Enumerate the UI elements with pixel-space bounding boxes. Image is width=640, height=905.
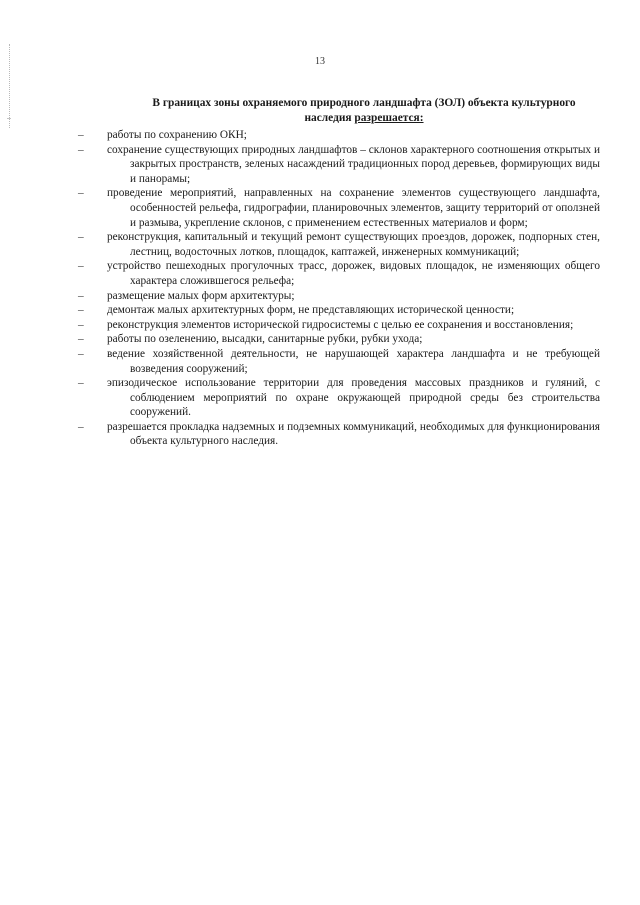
dash-bullet: – [78, 143, 84, 156]
list-item [78, 420, 600, 449]
list-item [78, 259, 600, 288]
list-item [78, 332, 600, 347]
list-item [78, 303, 600, 318]
list-item [78, 289, 600, 304]
list-item-text: реконструкция, капитальный и текущий ремонт существующих проездов, дорожек, подпорных стен, лестниц, водосточных лотков, площадок, каптажей, инженерных коммуникаций; [107, 231, 600, 258]
heading-line-1: В границах зоны охраняемого природного ландшафта (ЗОЛ) объекта культурного [152, 97, 576, 109]
dash-bullet: – [78, 304, 84, 317]
list-item [78, 186, 600, 230]
heading-emphasis-allowed: разрешается: [354, 112, 424, 124]
dash-bullet: – [78, 347, 84, 360]
list-item-text: эпизодическое использование территории для проведения массовых праздников и гуляний, с соблюдением мероприятий по охране окружающей природной среды без строительства сооружений. [107, 377, 600, 419]
dash-bullet: – [78, 318, 84, 331]
heading-line-2-text: наследия [304, 112, 355, 124]
list-item-text: ведение хозяйственной деятельности, не нарушающей характера ландшафта и не требующей возведения сооружений; [107, 347, 600, 375]
list-item-text: устройство пешеходных прогулочных трасс, дорожек, видовых площадок, не изменяющих общего характера сложившегося рельефа; [107, 260, 600, 287]
page-number: 13 [315, 56, 325, 67]
permitted-works-list [78, 128, 600, 449]
list-item-text: проведение мероприятий, направленных на сохранение элементов существующего ландшафта, особенностей рельефа, гидрографии, планировочных элементов, защиту территорий от оползней и размыва, укрепление склонов, с применением естественных материалов и форм; [107, 187, 600, 229]
list-item [78, 347, 600, 376]
section-heading [110, 96, 618, 126]
dash-bullet: – [78, 377, 84, 390]
list-item [78, 230, 600, 259]
dash-bullet: – [78, 289, 84, 302]
list-item-text: сохранение существующих природных ландшафтов – склонов характерного соотношения открытых и закрытых пространств, зеленых насаждений традиционных пород деревьев, формирующих виды и панорамы; [107, 143, 600, 185]
binding-tick-mark [7, 118, 11, 119]
dash-bullet: – [78, 187, 84, 200]
dash-bullet: – [78, 333, 84, 346]
list-item-text: реконструкция элементов исторической гидросистемы с целью ее сохранения и восстановления; [107, 318, 574, 331]
list-item [78, 318, 600, 333]
list-item-text: размещение малых форм архитектуры; [107, 289, 295, 302]
list-item [78, 128, 600, 143]
list-item-text: демонтаж малых архитектурных форм, не представляющих исторической ценности; [107, 304, 515, 317]
list-item [78, 376, 600, 420]
list-item-text: разрешается прокладка надземных и подземных коммуникаций, необходимых для функционирования объекта культурного наследия. [107, 420, 600, 448]
dash-bullet: – [78, 129, 84, 141]
list-item [78, 143, 600, 187]
dash-bullet: – [78, 260, 84, 273]
list-item-text: работы по сохранению ОКН; [107, 129, 247, 141]
list-item-text: работы по озеленению, высадки, санитарные рубки, рубки ухода; [107, 333, 423, 346]
heading-line-2 [110, 111, 618, 126]
dash-bullet: – [78, 420, 84, 433]
dash-bullet: – [78, 231, 84, 244]
